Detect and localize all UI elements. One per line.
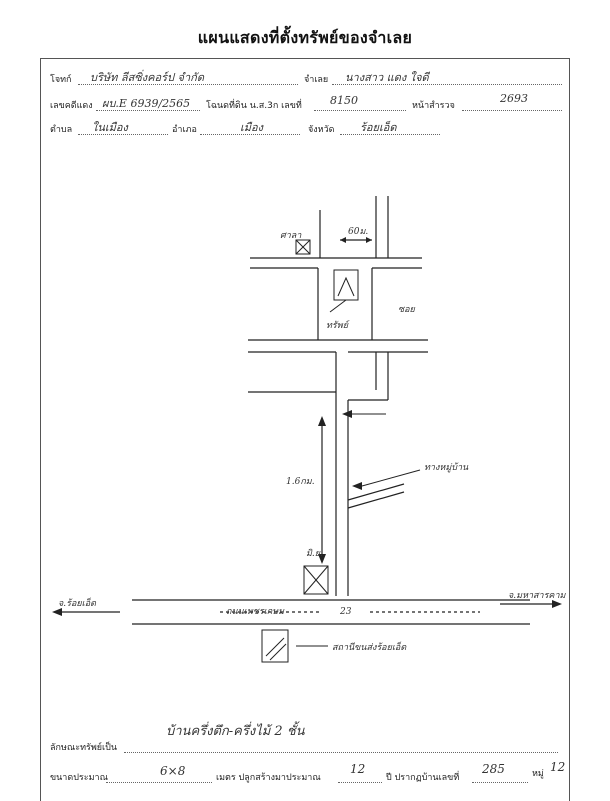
moo-label: หมู่ xyxy=(532,769,544,779)
built-line xyxy=(338,782,382,783)
map-label-school: ศาลา xyxy=(280,231,302,241)
dimension-head xyxy=(340,237,346,243)
map-label-landmark: สถานีขนส่งร้อยเอ็ด xyxy=(332,643,407,653)
survey-label: หน้าสำรวจ xyxy=(412,101,455,111)
map-label-left-arrow: จ.ร้อยเอ็ด xyxy=(58,599,96,609)
amphoe-label: อำเภอ xyxy=(172,125,197,135)
deed-value: 8150 xyxy=(330,94,358,107)
dimension-head xyxy=(366,237,372,243)
road-line xyxy=(348,492,404,508)
size-value: 6×8 xyxy=(160,764,186,778)
house-value: 285 xyxy=(482,762,505,776)
arrow-up-head xyxy=(318,416,326,426)
arrow-branch-line xyxy=(362,470,420,486)
deed-label: โฉนดที่ดิน น.ส.3ก เลขที่ xyxy=(206,101,302,111)
plaintiff-label: โจทก์ xyxy=(50,75,72,85)
map-label-branch: ทางหมู่บ้าน xyxy=(424,463,469,473)
province-value: ร้อยเอ็ด xyxy=(360,121,397,134)
size-line xyxy=(106,782,212,783)
map-label-road: ถนนเพชรเกษม xyxy=(226,607,285,617)
type-value: บ้านครึ่งตึก-ครึ่งไม้ 2 ชั้น xyxy=(166,724,305,739)
map-label-road-number: 23 xyxy=(340,607,352,617)
document-title: แผนแสดงที่ตั้งทรัพย์ของจำเลย xyxy=(197,28,413,47)
defendant-label: จำเลย xyxy=(304,75,329,85)
tambon-label: ตำบล xyxy=(50,125,73,135)
amphoe-value: เมือง xyxy=(240,121,263,134)
type-line xyxy=(124,752,558,753)
house-line xyxy=(472,782,528,783)
map-label-property: ทรัพย์ xyxy=(326,321,348,331)
size-label: ขนาดประมาณ xyxy=(50,773,108,783)
arrow-right-head xyxy=(552,600,562,608)
arrow-branch-head xyxy=(352,482,362,490)
arrow-to-soi-head xyxy=(342,410,352,418)
tambon-value: ในเมือง xyxy=(92,121,128,134)
property-building xyxy=(334,270,358,300)
plaintiff-value: บริษัท ลีสซิ่งคอร์ป จำกัด xyxy=(90,71,204,84)
map-label-right-arrow: จ.มหาสารคาม xyxy=(508,591,566,601)
province-label: จังหวัด xyxy=(308,125,335,135)
map-label-distance-mid: 1.6กม. xyxy=(286,477,315,487)
property-pointer xyxy=(330,300,346,312)
type-label: ลักษณะทรัพย์เป็น xyxy=(50,743,117,753)
case-value: ผบ.E 6939/2565 xyxy=(102,97,191,110)
moo-value: 12 xyxy=(550,760,566,774)
property-roof xyxy=(338,278,354,296)
survey-value: 2693 xyxy=(500,92,528,105)
map-label-distance-top: 60ม. xyxy=(348,227,369,237)
map-label-alley: ซอย xyxy=(398,305,415,315)
case-label: เลขคดีแดง xyxy=(50,101,93,111)
defendant-value: นางสาว แดง ใจดี xyxy=(345,71,429,84)
arrow-left-head xyxy=(52,608,62,616)
map-label-utility: มิ.ย. xyxy=(306,549,323,559)
built-label: เมตร ปลูกสร้างมาประมาณ xyxy=(216,773,321,783)
house-label: ปี ปรากฏบ้านเลขที่ xyxy=(386,773,460,783)
built-value: 12 xyxy=(350,762,366,776)
